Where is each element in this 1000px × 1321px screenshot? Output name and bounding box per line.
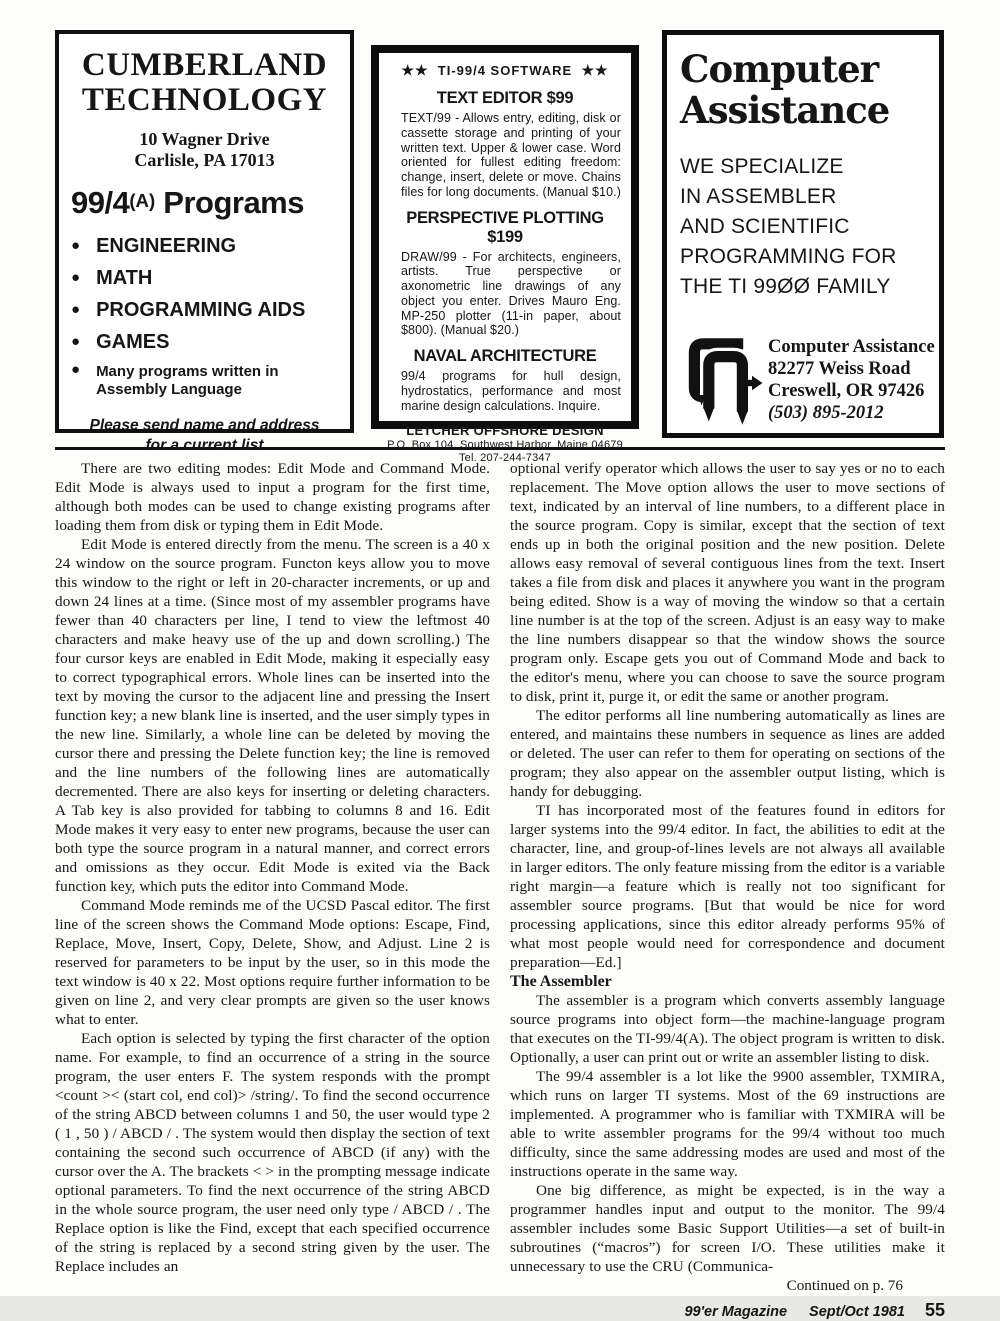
article-body xyxy=(55,459,945,1296)
cumberland-bullet-list xyxy=(71,235,338,401)
footer-issue-date: Sept/Oct 1981 xyxy=(809,1304,905,1320)
paragraph: Each option is selected by typing the first character of the option name. For example, to find an occurrence of a string in the source program, the user enters F. The system responds with the prompt <count >< (start col, end col)> /string/. To find the second occurrence of the string ABCD between columns 1 and 50, the user would type 2 ( 1 , 50 ) / ABCD / . The system would then display the section of text containing the second such occurrence of ABCD (if any) with the cursor over the A. The brackets < > in the prompting message indicate optional parameters. To find the next occurrence of the string ABCD in the whole source program, the user need only type / ABCD / . The Replace option is like the Find, except that each specified occurrence of the string is replaced by a second string given by the user. The Replace includes an xyxy=(55,1030,490,1275)
letcher-header: ★★ TI-99/4 SOFTWARE ★★ xyxy=(401,62,609,78)
article-left-column xyxy=(55,459,490,1296)
paragraph: Edit Mode is entered directly from the menu. The screen is a 40 x 24 window on the source program. Functon keys allow you to move this window to the right or left in 20-character increments, or up and down 24 lines at a time. (Since most of my assembler programs have fewer than 40 characters per line, I tend to view the leftmost 40 characters and make heavy use of the up and down scrolling.) The four cursor keys are enabled in Edit Mode, making it especially easy to correct typographical errors. Whole lines can be inserted into the text by moving the cursor to the adjacent line and pressing the Insert function key; a new blank line is inserted, and the user simply types in the new line. Similarly, a whole line can be deleted by moving the cursor there and pressing the Delete function key; the line is removed and the line numbers of the following lines are automatically decremented. There are also keys for inserting or deleting characters. A Tab key is also provided for tabbing to columns 8 and 16. Edit Mode makes it very easy to enter new programs, because the user can both type the source program in a natural manner, and correct errors and omissions as they occur. Edit Mode is exited via the Back function key, which puts the editor into Command Mode. xyxy=(55,536,490,895)
footer-magazine-name: 99'er Magazine xyxy=(684,1304,788,1320)
list-item: ● Many programs written in Assembly Language xyxy=(71,360,279,399)
letcher-phone: Tel. 207-244-7347 xyxy=(458,452,552,465)
paragraph: One big difference, as might be expected, is in the way a programmer handles input and output to the monitor. The 99/4 assembler includes some Basic Support Utilities—a set of built-in subroutines (“macros”) for screen I/O. These utilities make it unnecessary to use the CRU (Communica- xyxy=(510,1182,945,1275)
bullet-icon: ● xyxy=(71,236,81,254)
ca-monogram-logo-icon xyxy=(676,325,764,433)
cumberland-title xyxy=(71,48,338,117)
star-icon: ★★ xyxy=(581,62,609,78)
continued-notice: Continued on p. 76 xyxy=(786,1277,903,1294)
cumberland-title-line1: CUMBERLAND xyxy=(81,47,328,83)
paragraph: There are two editing modes: Edit Mode and Command Mode. Edit Mode is always used to input a program for the first time, although both modes can be used to change existing programs after loading them from disk or typing them in Edit Mode. xyxy=(55,460,490,534)
paragraph: Command Mode reminds me of the UCSD Pascal editor. The first line of the screen shows the Command Mode options: Escape, Find, Replace, Move, Insert, Copy, Delete, Show, and Adjust. Line 2 is reserved for parameters to be input by the user, so in this mode the text window is 40 x 22. Most options require further information to be given on line 2, and very clear prompts are given so the user knows what to enter. xyxy=(55,897,490,1028)
section-body-naval-architecture: 99/4 programs for hull design, hydrostatics, performance and most marine design calculations. Inquire. xyxy=(401,369,621,413)
cumberland-footer: Please send name and address for a current list xyxy=(89,417,320,455)
list-item: ● PROGRAMMING AIDS xyxy=(71,298,306,321)
cumberland-address xyxy=(71,129,338,170)
section-body-text-editor: TEXT/99 - Allows entry, editing, disk or cassette storage and printing of your written text. Upper & lower case. Word oriented for fullest editing freedom: change, insert, delete or move. Chains files for long documents. (Manual $10.) xyxy=(401,111,621,199)
article-right-column xyxy=(510,459,945,1296)
computer-assistance-phone: (503) 895-2012 xyxy=(768,402,884,423)
paragraph: optional verify operator which allows the user to say yes or no to each replacement. The Move option allows the user to move sections of text, indicated by an interval of line numbers, to a different place in the source program. Copy is similar, except that the section of text ends up in both the original position and the new position. Delete allows easy removal of several contiguous lines from the text. Insert takes a file from disk and places it anywhere you want in the program being edited. Show is a way of moving the window so that a certain line number is at the top of the screen. Adjust is an easy way to make the line numbers disappear so that the window shows the source program only. Escape gets you out of Command Mode and back to the editor's menu, where you can choose to save the source program to disk, print it, purge it, or edit the same or another program. xyxy=(510,460,945,705)
cumberland-headline: $99/4^{(A)}$ Programs xyxy=(71,184,304,220)
list-item: ● GAMES xyxy=(71,330,170,353)
cumberland-address-line1: 10 Wagner Drive xyxy=(139,129,270,150)
section-body-perspective-plotting: DRAW/99 - For architects, engineers, artists. True perspective or axonometric line drawings of any object you enter. Drives Mauro Eng. MP-250 plotter (11-in paper, about $800). (Manual $20.) xyxy=(401,249,621,338)
paragraph: The editor performs all line numbering automatically as lines are entered, and maintains these numbers in sequence as lines are added or deleted. The user can refer to them for operating on sections of the program; they also appear on the assembler output listing, which is handy for debugging. xyxy=(510,707,945,800)
computer-assistance-address-block: Computer Assistance 82277 Weiss Road Creswell, OR 97426 (503) 895-2012 xyxy=(768,337,935,423)
section-title-text-editor: TEXT EDITOR $99 xyxy=(436,89,574,107)
list-item: ● MATH xyxy=(71,266,153,289)
ad-cumberland-technology xyxy=(55,30,354,455)
ad-computer-assistance xyxy=(662,30,944,438)
ad-letcher-offshore-design xyxy=(371,45,639,465)
bullet-icon: ● xyxy=(71,268,81,286)
page-footer xyxy=(55,1300,945,1321)
ads-row xyxy=(55,30,945,465)
letcher-company-name: LETCHER OFFSHORE DESIGN xyxy=(406,423,604,439)
footer-page-number: 55 xyxy=(924,1300,945,1320)
bullet-icon: ● xyxy=(71,332,81,350)
bullet-icon: ● xyxy=(71,300,81,318)
section-title-perspective-plotting: PERSPECTIVE PLOTTING $199 xyxy=(406,208,604,246)
cumberland-address-line2: Carlisle, PA 17013 xyxy=(134,149,275,170)
computer-assistance-title: Computer Assistance xyxy=(680,47,890,132)
computer-assistance-contact xyxy=(680,325,935,433)
computer-assistance-tagline: WE SPECIALIZE IN ASSEMBLER AND SCIENTIFIC PROGRAMMING FOR THE TI 99ØØ FAMILY xyxy=(680,155,897,298)
headline-superscript: (A) xyxy=(129,189,156,211)
section-title-naval-architecture: NAVAL ARCHITECTURE xyxy=(413,347,597,365)
bullet-icon: ● xyxy=(71,360,81,378)
paragraph: The assembler is a program which converts assembly language source programs into object form—the machine-language program that executes on the TI-99/4(A). The object program is written to disk. Optionally, a user can print out or write an assembler listing to disk. xyxy=(510,992,945,1066)
letcher-address: P.O. Box 104, Southwest Harbor, Maine 04679 xyxy=(387,439,623,452)
star-icon: ★★ xyxy=(401,62,429,78)
cumberland-title-line2: TECHNOLOGY xyxy=(81,81,328,118)
section-heading-the-assembler: The Assembler xyxy=(510,973,612,990)
paragraph: TI has incorporated most of the features found in editors for larger systems into the 99/4 editor. In fact, the abilities to edit at the character, line, and group-of-lines levels are not always all available in larger editors. The only feature missing from the editor is a variable right margin—a feature which is really not too significant for assembler source programs. [But that would be nice for word processing applications, since this editor already performs 95% of what most people would need for correspondence and document preparation—Ed.] xyxy=(510,802,945,971)
list-item: ● ENGINEERING xyxy=(71,234,237,257)
paragraph: The 99/4 assembler is a lot like the 9900 assembler, TXMIRA, which runs on larger TI systems. Most of the 69 instructions are implemented. A programmer who is familiar with TXMIRA will be able to write assembler programs for the 99/4 without too much difficulty, since the same addressing modes are used and most of the instructions operate in the same way. xyxy=(510,1068,945,1180)
